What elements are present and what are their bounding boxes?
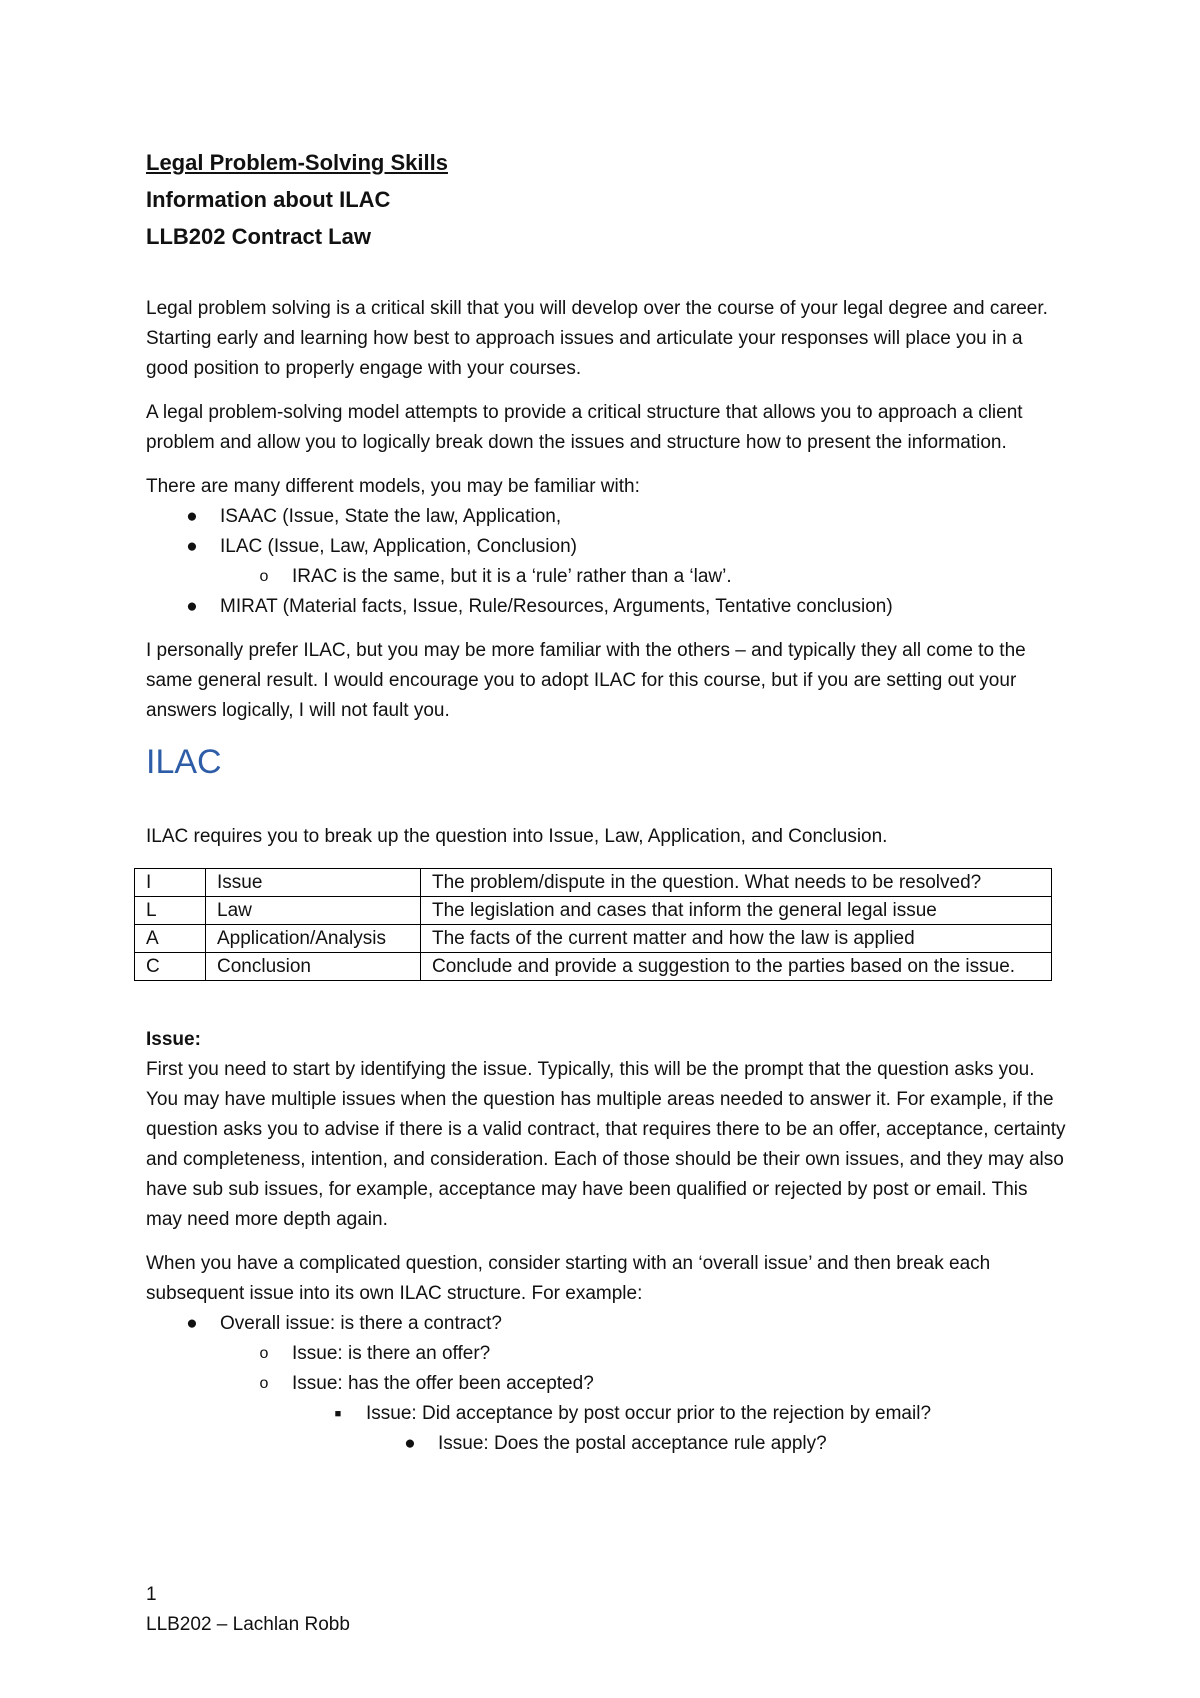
ilac-intro: ILAC requires you to break up the question into Issue, Law, Application, and Conclusion. — [146, 826, 888, 847]
bullet-icon: ● — [186, 536, 198, 557]
bullet-icon: ● — [186, 596, 198, 617]
document-title: Legal Problem-Solving Skills — [146, 150, 448, 175]
table-row: C Conclusion Conclude and provide a suggestion to the parties based on the issue. — [135, 953, 1052, 981]
models-list — [146, 502, 1066, 622]
intro-paragraph-3: There are many different models, you may be familiar with: — [146, 476, 640, 497]
intro-paragraph-2: A legal problem-solving model attempts to provide a critical structure that allows you to approach a client problem and allow you to logically break down the issues and structure how to present the information. — [146, 402, 1023, 453]
circle-bullet-icon: o — [259, 568, 269, 585]
square-bullet-icon: ■ — [334, 1408, 342, 1420]
document-subtitle: Information about ILAC — [146, 187, 391, 212]
list-item: ● ILAC (Issue, Law, Application, Conclusion) — [146, 532, 1066, 562]
page-number: 1 — [146, 1584, 157, 1605]
list-item: ● MIRAT (Material facts, Issue, Rule/Resources, Arguments, Tentative conclusion) — [146, 592, 1066, 622]
table-row: L Law The legislation and cases that inform the general legal issue — [135, 897, 1052, 925]
issue-paragraph-1: First you need to start by identifying the issue. Typically, this will be the prompt that the question asks you. You may have multiple issues when the question has multiple areas needed to answer it. For example, if the question asks you to advise if there is a valid contract, that requires there to be an offer, acceptance, certainty and completeness, intention, and consideration. Each of those should be their own issues, and they may also have sub sub issues, for example, acceptance may have been qualified or rejected by post or email. This may need more depth again. — [146, 1059, 1066, 1230]
list-item: ■ Issue: Did acceptance by post occur prior to the rejection by email? — [146, 1399, 1066, 1429]
issue-paragraph-2: When you have a complicated question, consider starting with an ‘overall issue’ and then break each subsequent issue into its own ILAC structure. For example: — [146, 1253, 991, 1304]
circle-bullet-icon: o — [259, 1345, 269, 1362]
preference-paragraph: I personally prefer ILAC, but you may be more familiar with the others – and typically they all come to the same general result. I would encourage you to adopt ILAC for this course, but if you are setting out your answers logically, I will not fault you. — [146, 640, 1026, 721]
ilac-table — [134, 868, 1052, 981]
bullet-icon: ● — [186, 506, 198, 527]
table-row: I Issue The problem/dispute in the question. What needs to be resolved? — [135, 869, 1052, 897]
issue-list — [146, 1309, 1066, 1459]
list-item: o Issue: has the offer been accepted? — [146, 1369, 1066, 1399]
bullet-icon: ● — [404, 1433, 416, 1454]
list-item: o Issue: is there an offer? — [146, 1339, 1066, 1369]
circle-bullet-icon: o — [259, 1375, 269, 1392]
ilac-heading: ILAC — [146, 743, 222, 781]
document-body — [146, 148, 1066, 1459]
table-row: A Application/Analysis The facts of the current matter and how the law is applied — [135, 925, 1052, 953]
course-title: LLB202 Contract Law — [146, 224, 371, 249]
footer-author: LLB202 – Lachlan Robb — [146, 1614, 350, 1635]
list-item: o IRAC is the same, but it is a ‘rule’ rather than a ‘law’. — [146, 562, 1066, 592]
page-footer — [146, 1580, 350, 1640]
list-item: ● Overall issue: is there a contract? — [146, 1309, 1066, 1339]
issue-heading: Issue: — [146, 1029, 201, 1050]
bullet-icon: ● — [186, 1313, 198, 1334]
intro-paragraph-1: Legal problem solving is a critical skill that you will develop over the course of your legal degree and career. Starting early and learning how best to approach issues and articulate your responses will place you in a good position to properly engage with your courses. — [146, 298, 1048, 379]
list-item: ● Issue: Does the postal acceptance rule apply? — [146, 1429, 1066, 1459]
list-item: ● ISAAC (Issue, State the law, Application, — [146, 502, 1066, 532]
